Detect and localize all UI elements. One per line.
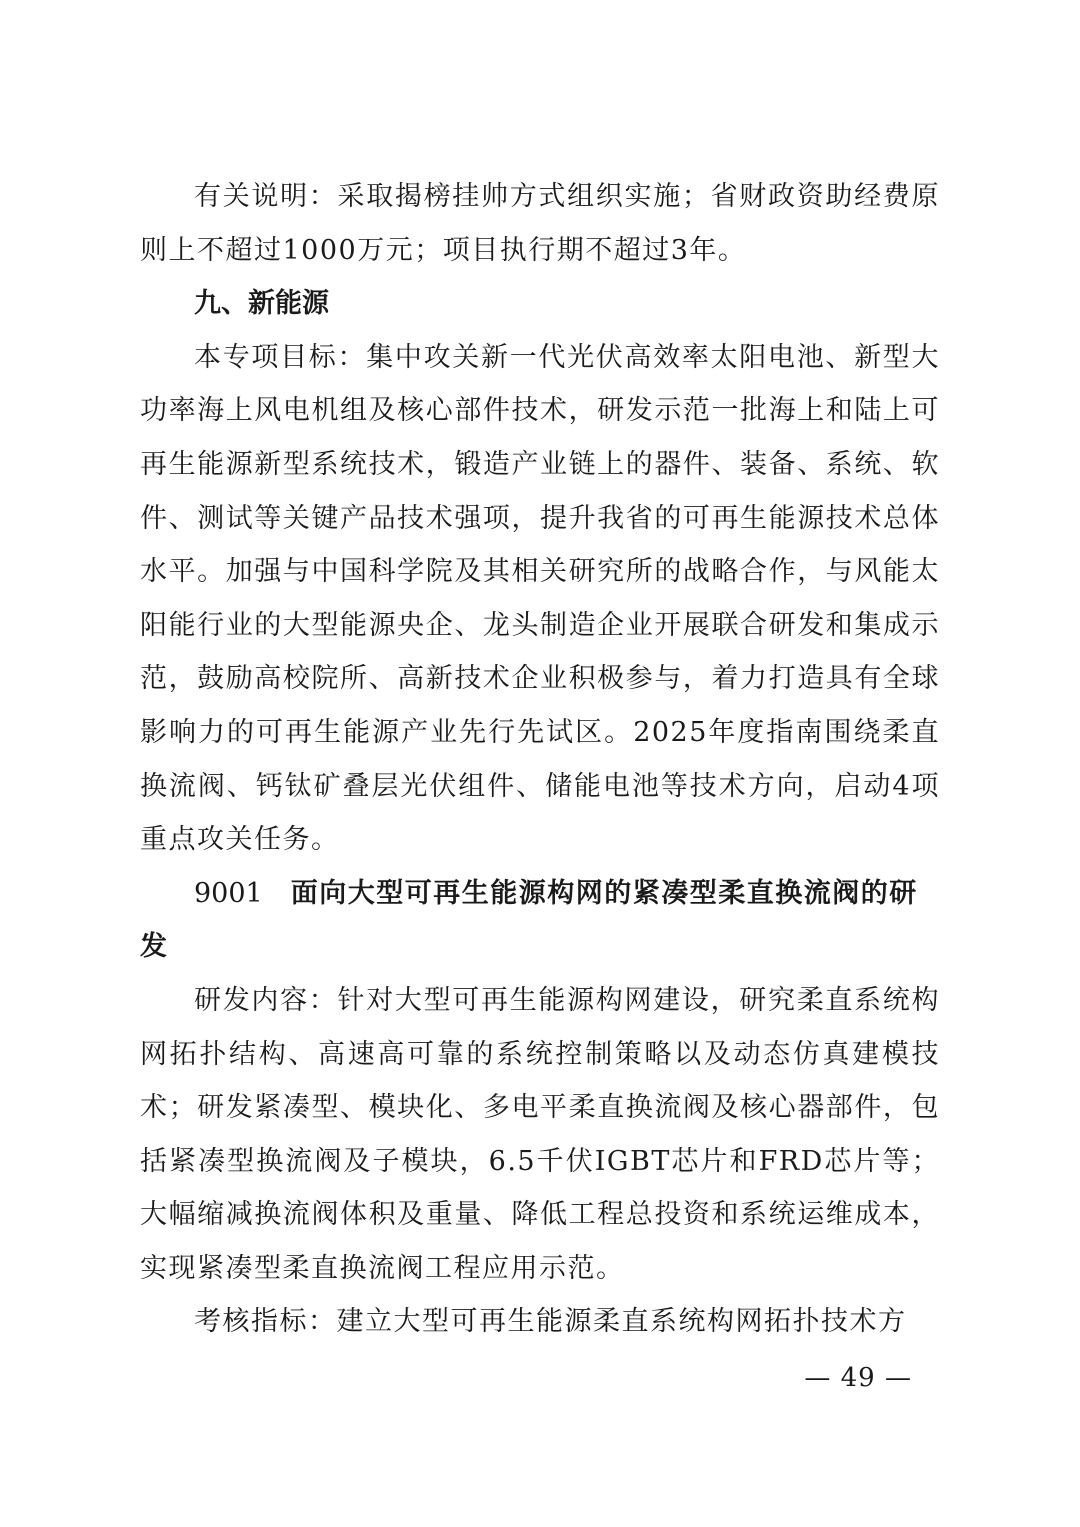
task-heading xyxy=(140,867,940,974)
page-number: — 49 — xyxy=(804,1363,912,1393)
section-heading: 九、新能源 xyxy=(194,288,329,320)
paragraph-assessment: 考核指标：建立大型可再生能源柔直系统构网拓扑技术方 xyxy=(194,1306,907,1338)
task-number: 9001 xyxy=(194,877,263,909)
paragraph-objective: 本专项目标：集中攻关新一代光伏高效率太阳电池、新型大功率海上风电机组及核心部件技术，研发示范一批海上和陆上可再生能源新型系统技术，锻造产业链上的器件、装备、系统、软件、测试等关键产品技术强项，提升我省的可再生能源技术总体水平。加强与中国科学院及其相关研究所的战略合作，与风能太阳能行业的大型能源央企、龙头制造企业开展联合研发和集成示范，鼓励高校院所、高新技术企业积极参与，着力打造具有全球影响力的可再生能源产业先行先试区。2025年度指南围绕柔直换流阀、钙钛矿叠层光伏组件、储能电池等技术方向，启动4项重点攻关任务。 xyxy=(140,341,940,856)
paragraph-research-content: 研发内容：针对大型可再生能源构网建设，研究柔直系统构网拓扑结构、高速高可靠的系统控制策略以及动态仿真建模技术；研发紧凑型、模块化、多电平柔直换流阀及核心器部件，包括紧凑型换流阀及子模块，6.5千伏IGBT芯片和FRD芯片等；大幅缩减换流阀体积及重量、降低工程总投资和系统运维成本，实现紧凑型柔直换流阀工程应用示范。 xyxy=(140,984,940,1284)
document-body xyxy=(140,170,940,1349)
paragraph-notes: 有关说明：采取揭榜挂帅方式组织实施；省财政资助经费原则上不超过1000万元；项目执行期不超过3年。 xyxy=(140,181,940,266)
task-title: 面向大型可再生能源构网的紧凑型柔直换流阀的研发 xyxy=(140,877,918,963)
